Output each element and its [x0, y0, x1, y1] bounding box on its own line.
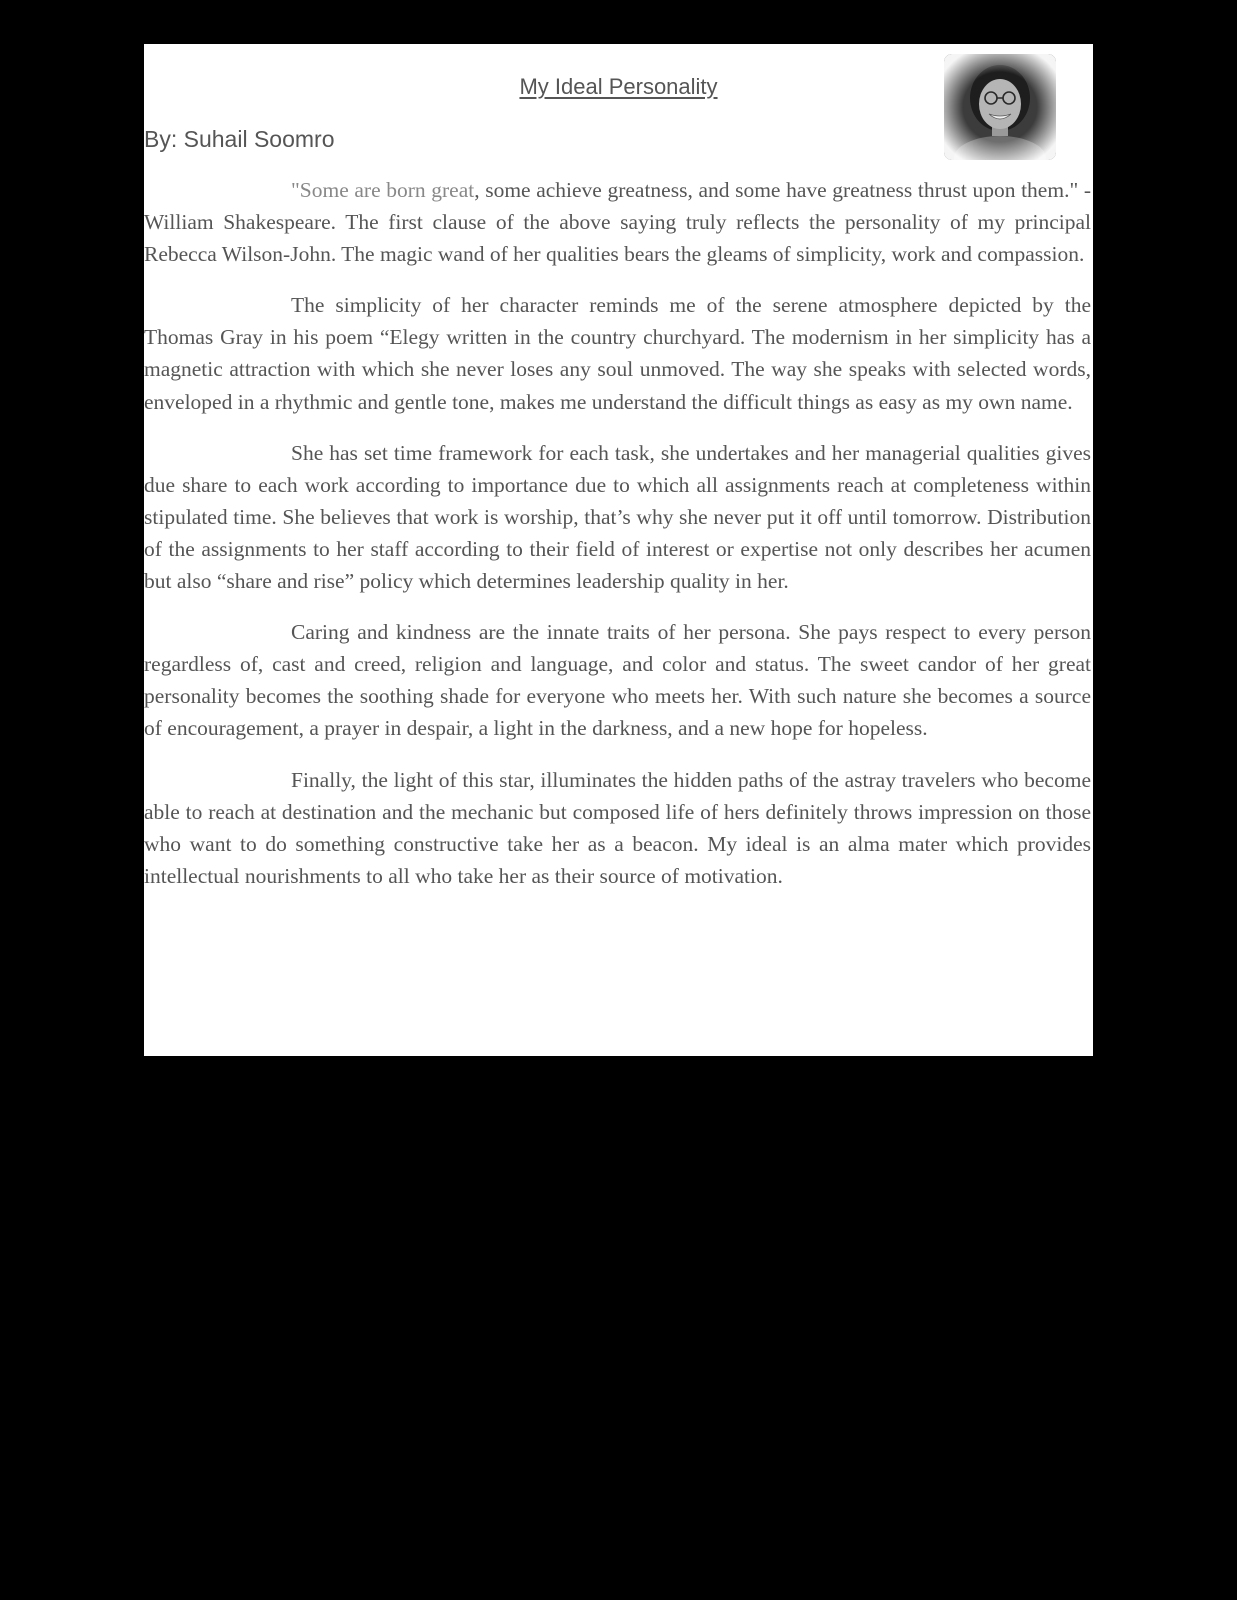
paragraph-2: The simplicity of her character reminds me of the serene atmosphere depicted by the Thomas Gray in his poem “Elegy written in the country churchyard. The modernism in her simplicity has a magnetic attraction with which she never loses any soul unmoved. The way she speaks with selected words, enveloped in a rhythmic and gentle tone, makes me understand the difficult things as easy as my own name. [144, 293, 1091, 414]
portrait-image [944, 54, 1056, 160]
author-portrait-photo [944, 54, 1056, 160]
author-byline: By: Suhail Soomro [144, 126, 335, 152]
document-body [144, 174, 1091, 911]
paragraph-5: Finally, the light of this star, illuminates the hidden paths of the astray travelers who become able to reach at destination and the mechanic but composed life of hers definitely throws impression on those who want to do something constructive take her as a beacon. My ideal is an alma mater which provides intellectual nourishments to all who take her as their source of motivation. [144, 767, 1091, 888]
document-title: My Ideal Personality [519, 74, 718, 99]
paragraph-4: Caring and kindness are the innate traits of her persona. She pays respect to every person regardless of, cast and creed, religion and language, and color and status. The sweet candor of her great personality becomes the soothing shade for everyone who meets her. With such nature she becomes a source of encouragement, a prayer in despair, a light in the darkness, and a new hope for hopeless. [144, 620, 1091, 741]
document-page [144, 44, 1093, 1056]
paragraph-text: , some achieve greatness, and some have greatness thrust upon them." - William Shakespeare. The first clause of the above saying truly reflects the personality of my principal Rebecca Wilson-John. The magic wand of her qualities bears the gleams of simplicity, work and compassion. [144, 178, 1091, 267]
paragraph-1 [144, 174, 1091, 270]
quote-lead: "Some are born great [291, 178, 475, 202]
paragraph-3: She has set time framework for each task, she undertakes and her managerial qualities gives due share to each work according to importance due to which all assignments reach at completeness within stipulated time. She believes that work is worship, that’s why she never put it off until tomorrow. Distribution of the assignments to her staff according to their field of interest or expertise not only describes her acumen but also “share and rise” policy which determines leadership quality in her. [144, 440, 1091, 594]
